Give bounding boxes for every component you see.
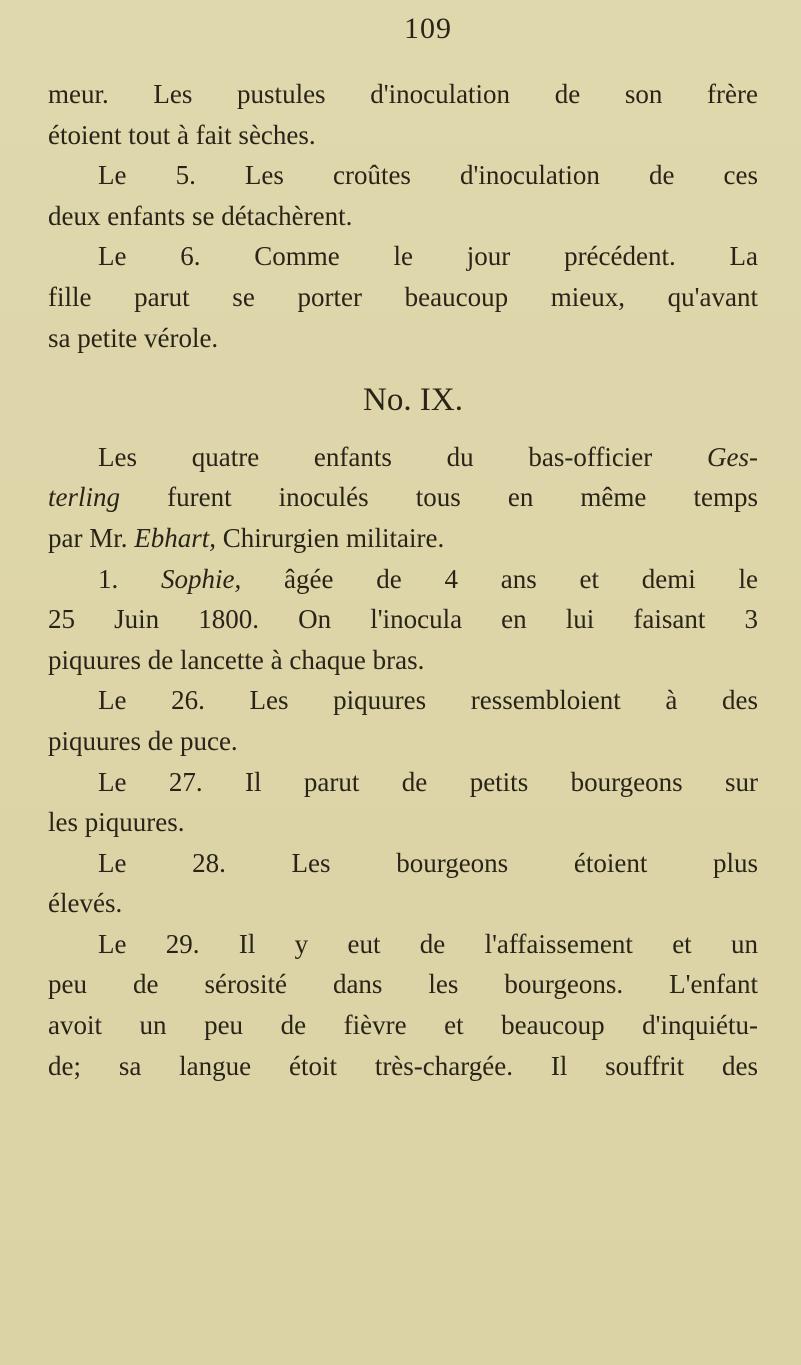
section-heading: No. IX. <box>363 382 463 419</box>
body-text <box>48 74 758 1086</box>
text-line: 25 Juin 1800. On l'inocula en lui faisant 3 <box>48 604 758 635</box>
text-line: les piquures. <box>48 807 185 838</box>
text-line: avoit un peu de fièvre et beaucoup d'inquiétu- <box>48 1010 758 1041</box>
text-line <box>48 437 758 478</box>
text-line: peu de sérosité dans les bourgeons. L'enfant <box>48 969 758 1000</box>
text-line: deux enfants se détachèrent. <box>48 200 353 231</box>
text-line <box>48 518 758 559</box>
text-line <box>48 559 758 600</box>
text-line: piquures de lancette à chaque bras. <box>48 644 425 675</box>
text-line: élevés. <box>48 888 123 919</box>
text-line: Le 29. Il y eut de l'affaissement et un <box>98 928 758 959</box>
text-line: Le 28. Les bourgeons étoient plus <box>98 847 758 878</box>
text-line: étoient tout à fait sèches. <box>48 119 316 150</box>
text-line: Le 6. Comme le jour précédent. La <box>98 241 758 272</box>
text-span: Les quatre enfants du bas-officier <box>98 441 708 472</box>
text-line: Le 27. Il parut de petits bourgeons sur <box>98 766 758 797</box>
italic-name: Sophie, <box>161 563 242 594</box>
italic-name: Ges- <box>707 441 758 472</box>
text-span: Chirurgien militaire. <box>216 522 445 553</box>
text-span: par Mr. <box>48 522 135 553</box>
text-line: piquures de puce. <box>48 725 238 756</box>
text-span: 1. <box>98 563 162 594</box>
text-line: Le 26. Les piquures ressembloient à des <box>98 685 758 716</box>
page-number: 109 <box>404 12 452 45</box>
text-line: sa petite vérole. <box>48 322 219 353</box>
text-span: âgée de 4 ans et demi le <box>241 563 758 594</box>
text-line: Le 5. Les croûtes d'inoculation de ces <box>98 160 758 191</box>
text-line: meur. Les pustules d'inoculation de son frère <box>48 79 758 109</box>
text-line <box>48 477 758 518</box>
italic-name: Ebhart, <box>134 522 216 553</box>
italic-name: terling <box>48 482 120 513</box>
text-line: fille parut se porter beaucoup mieux, qu'avant <box>48 281 758 312</box>
text-line: de; sa langue étoit très-chargée. Il souffrit des <box>48 1050 758 1081</box>
text-span: furent inoculés tous en même temps <box>120 482 758 513</box>
